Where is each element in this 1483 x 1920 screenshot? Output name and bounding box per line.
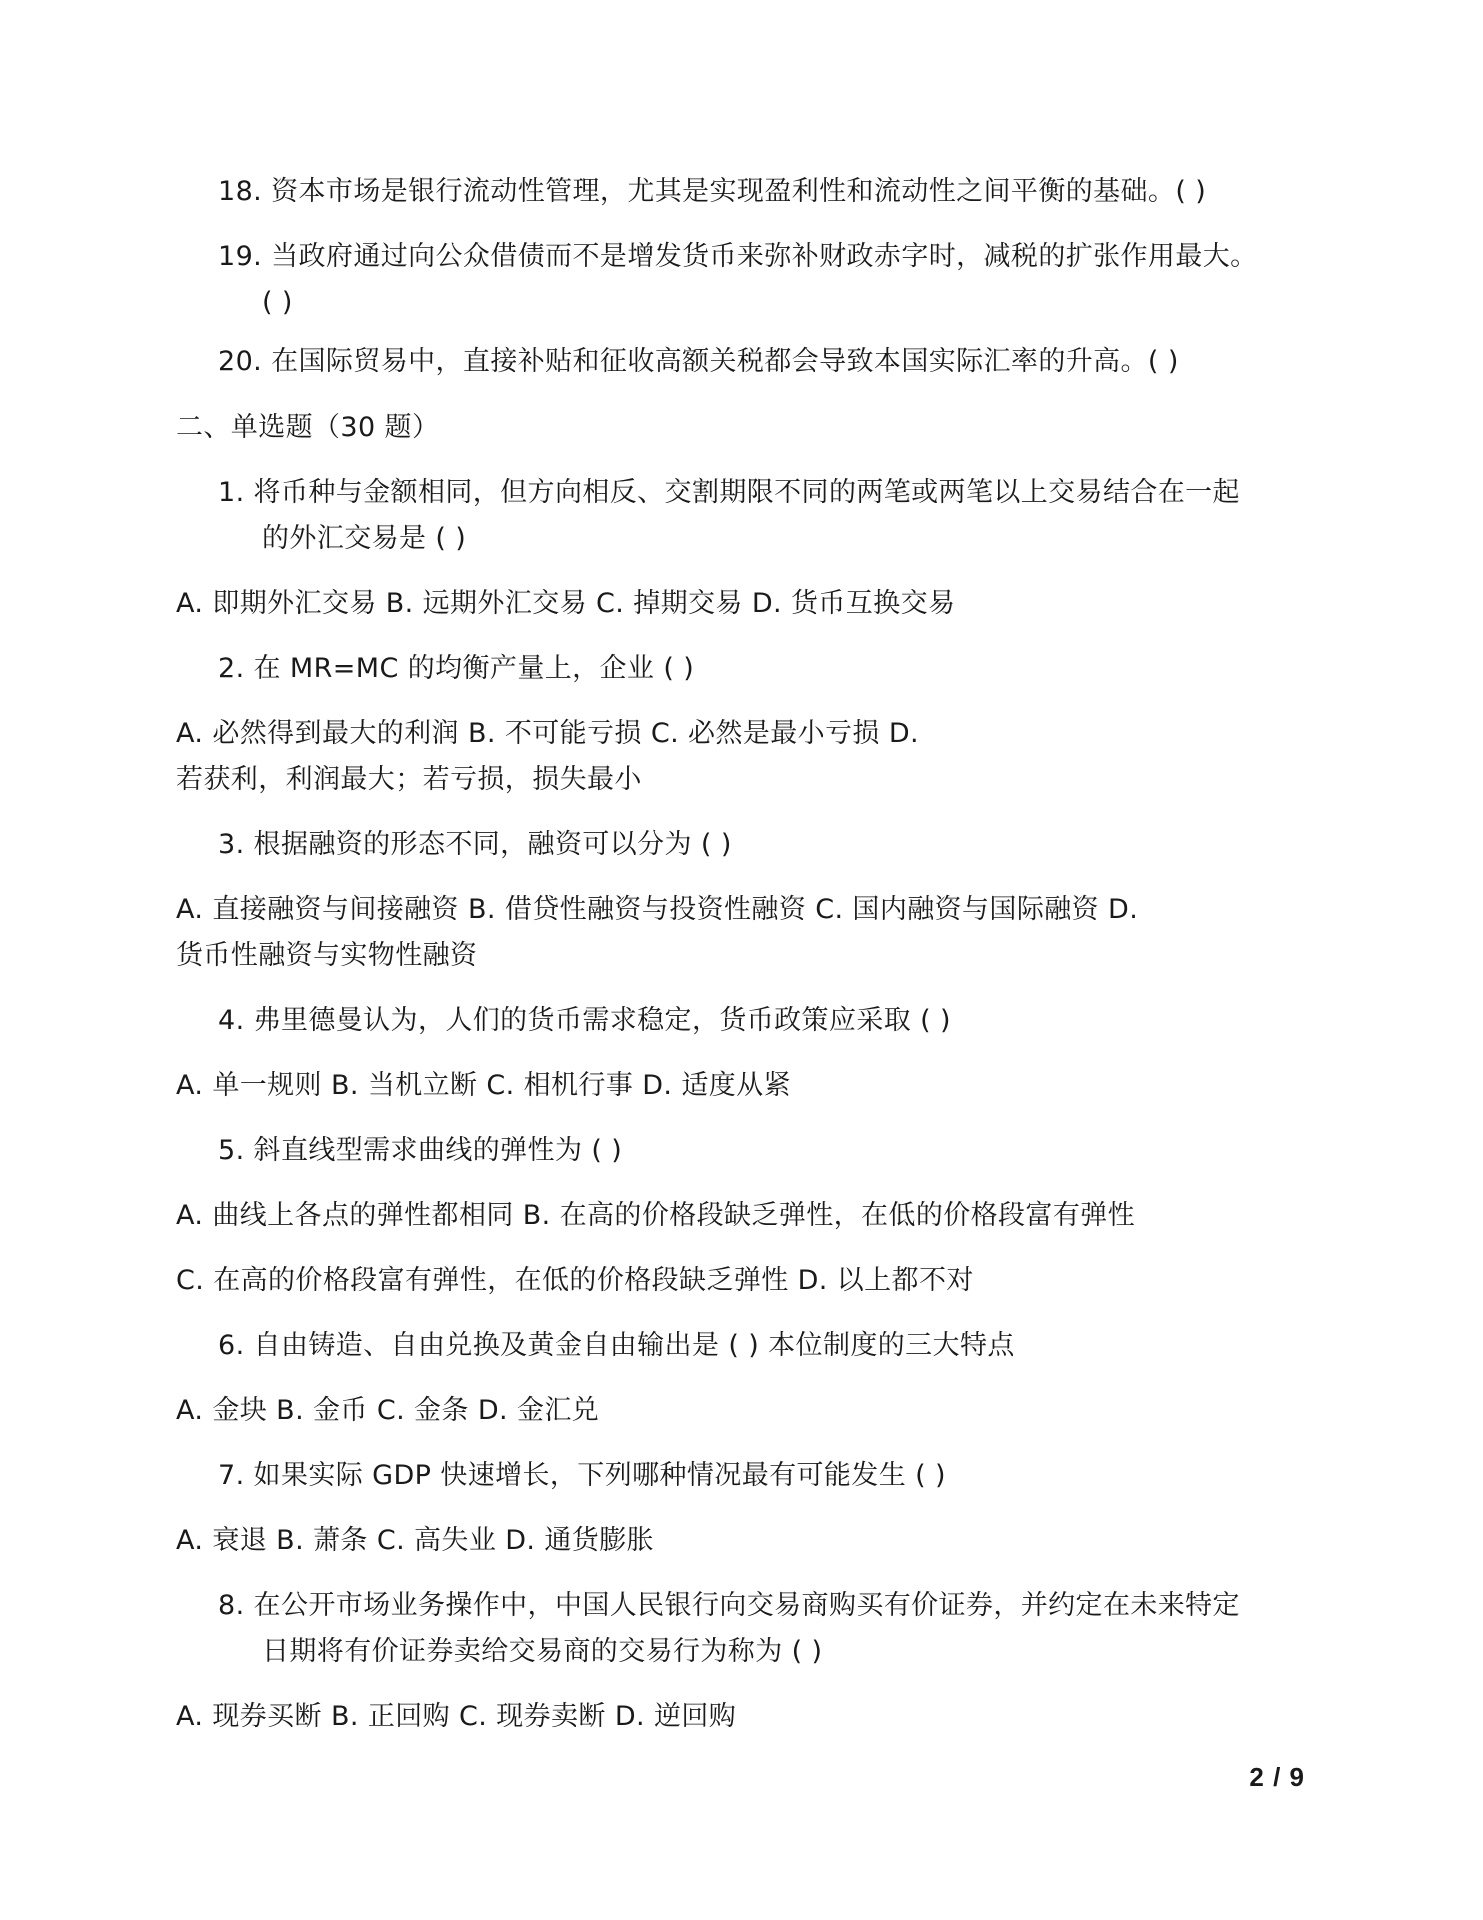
mc-options-4: A. 单一规则 B. 当机立断 C. 相机行事 D. 适度从紧 bbox=[176, 1070, 791, 1101]
mc-options-2: A. 必然得到最大的利润 B. 不可能亏损 C. 必然是最小亏损 D. bbox=[176, 718, 919, 749]
mc-question-8: 8. 在公开市场业务操作中，中国人民银行向交易商购买有价证券，并约定在未来特定 bbox=[218, 1590, 1240, 1621]
mc-question-4: 4. 弗里德曼认为，人们的货币需求稳定，货币政策应采取 ( ) bbox=[218, 1005, 951, 1036]
mc-options-8: A. 现券买断 B. 正回购 C. 现券卖断 D. 逆回购 bbox=[176, 1701, 737, 1732]
mc-options-3-cont: 货币性融资与实物性融资 bbox=[176, 940, 478, 971]
tf-question-19: 19. 当政府通过向公众借债而不是增发货币来弥补财政赤字时，减税的扩张作用最大。 bbox=[218, 241, 1258, 272]
mc-question-8-cont: 日期将有价证券卖给交易商的交易行为称为 ( ) bbox=[262, 1636, 823, 1667]
mc-options-6: A. 金块 B. 金币 C. 金条 D. 金汇兑 bbox=[176, 1395, 600, 1426]
mc-options-7: A. 衰退 B. 萧条 C. 高失业 D. 通货膨胀 bbox=[176, 1525, 654, 1556]
mc-options-5: A. 曲线上各点的弹性都相同 B. 在高的价格段缺乏弹性，在低的价格段富有弹性 bbox=[176, 1200, 1136, 1231]
mc-options-3: A. 直接融资与间接融资 B. 借贷性融资与投资性融资 C. 国内融资与国际融资 D. bbox=[176, 894, 1139, 925]
mc-question-6: 6. 自由铸造、自由兑换及黄金自由输出是 ( ) 本位制度的三大特点 bbox=[218, 1330, 1015, 1361]
mc-question-1: 1. 将币种与金额相同，但方向相反、交割期限不同的两笔或两笔以上交易结合在一起 bbox=[218, 477, 1240, 508]
mc-question-2: 2. 在 MR=MC 的均衡产量上，企业 ( ) bbox=[218, 653, 695, 684]
tf-question-19-cont: ( ) bbox=[262, 287, 293, 318]
mc-question-5: 5. 斜直线型需求曲线的弹性为 ( ) bbox=[218, 1135, 623, 1166]
tf-question-18: 18. 资本市场是银行流动性管理，尤其是实现盈利性和流动性之间平衡的基础。( ) bbox=[218, 176, 1207, 207]
mc-question-1-cont: 的外汇交易是 ( ) bbox=[262, 523, 467, 554]
page-number: 2 / 9 bbox=[1249, 1762, 1305, 1792]
mc-options-1: A. 即期外汇交易 B. 远期外汇交易 C. 掉期交易 D. 货币互换交易 bbox=[176, 588, 956, 619]
mc-question-7: 7. 如果实际 GDP 快速增长，下列哪种情况最有可能发生 ( ) bbox=[218, 1460, 946, 1491]
mc-options-5-cont: C. 在高的价格段富有弹性，在低的价格段缺乏弹性 D. 以上都不对 bbox=[176, 1265, 974, 1296]
tf-question-20: 20. 在国际贸易中，直接补贴和征收高额关税都会导致本国实际汇率的升高。( ) bbox=[218, 346, 1179, 377]
mc-options-2-cont: 若获利，利润最大；若亏损，损失最小 bbox=[176, 764, 642, 795]
section-heading: 二、单选题（30 题） bbox=[176, 412, 440, 443]
mc-question-3: 3. 根据融资的形态不同，融资可以分为 ( ) bbox=[218, 829, 732, 860]
